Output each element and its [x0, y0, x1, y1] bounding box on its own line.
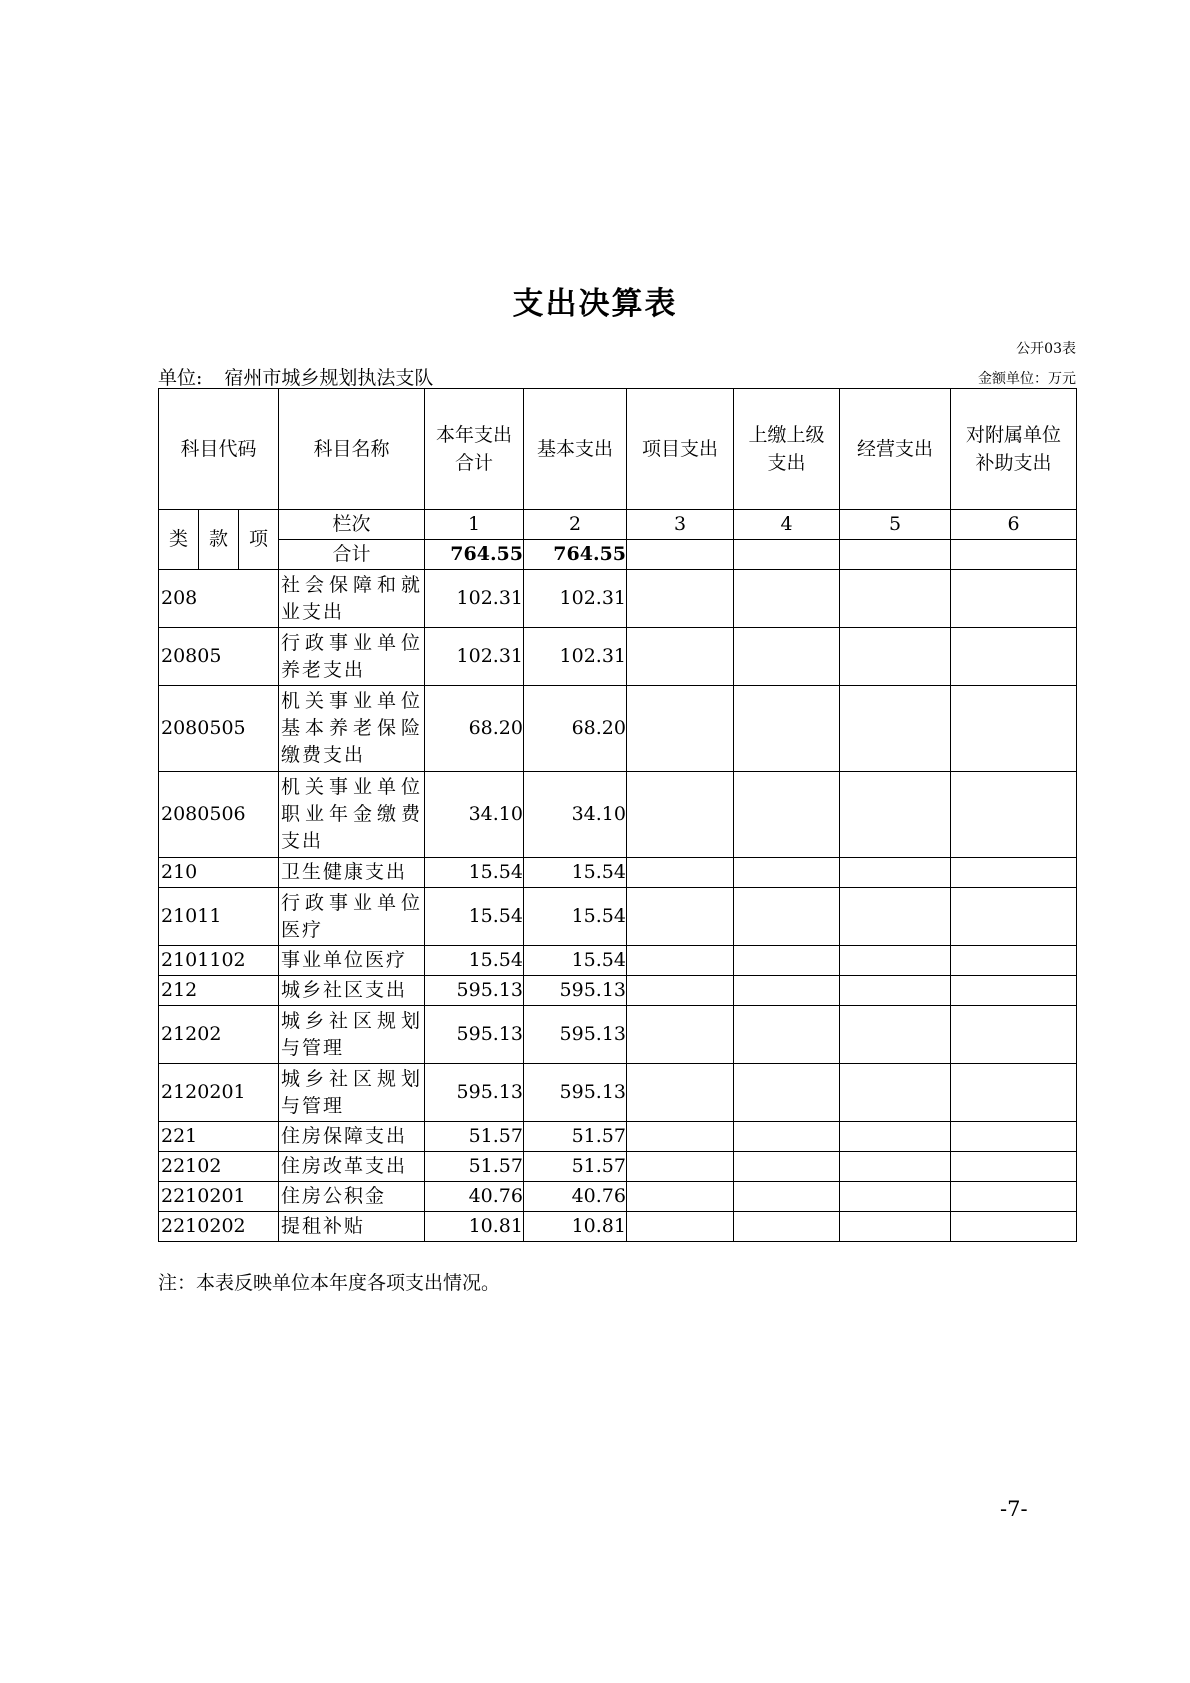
header-col6: 对附属单位 补助支出: [951, 389, 1077, 510]
row-value: [951, 976, 1077, 1006]
row-value: [840, 570, 951, 628]
row-value: [951, 1212, 1077, 1242]
row-value: [627, 946, 734, 976]
page-title: 支出决算表: [512, 286, 678, 322]
total-row: [159, 540, 1077, 570]
row-value: [951, 570, 1077, 628]
row-value: 102.31: [524, 628, 627, 686]
total-label: 合计: [279, 540, 425, 570]
row-value: [627, 1182, 734, 1212]
row-value: [627, 976, 734, 1006]
row-value: [951, 946, 1077, 976]
row-code: 2080506: [159, 772, 279, 858]
row-name: 城乡社区规划与管理: [279, 1006, 425, 1064]
total-value: [734, 540, 840, 570]
table-row: [159, 1122, 1077, 1152]
expenditure-table: [158, 388, 1077, 1242]
unit-label: 单位:: [158, 367, 203, 389]
money-unit: 金额单位：万元: [978, 371, 1076, 387]
form-number: 公开03表: [1016, 341, 1076, 357]
row-value: 595.13: [425, 976, 524, 1006]
row-name: 社会保障和就业支出: [279, 570, 425, 628]
row-value: 595.13: [524, 1006, 627, 1064]
col-num: 2: [524, 510, 627, 540]
header-xiang: 项: [239, 510, 279, 570]
row-value: [627, 858, 734, 888]
row-value: [734, 1152, 840, 1182]
row-value: [734, 1182, 840, 1212]
row-code: 212: [159, 976, 279, 1006]
header-col5: 经营支出: [840, 389, 951, 510]
row-name: 事业单位医疗: [279, 946, 425, 976]
row-value: [734, 1122, 840, 1152]
table-row: [159, 888, 1077, 946]
col-num: 3: [627, 510, 734, 540]
row-value: [627, 686, 734, 772]
row-value: [627, 628, 734, 686]
header-name: 科目名称: [279, 389, 425, 510]
page-number: -7-: [1000, 1497, 1028, 1521]
header-col1: 本年支出 合计: [425, 389, 524, 510]
row-value: [951, 1152, 1077, 1182]
row-code: 2080505: [159, 686, 279, 772]
row-value: [734, 1064, 840, 1122]
col-num: 1: [425, 510, 524, 540]
row-value: [840, 1212, 951, 1242]
row-name: 住房公积金: [279, 1182, 425, 1212]
table-note: 注：本表反映单位本年度各项支出情况。: [158, 1272, 501, 1294]
row-value: [951, 888, 1077, 946]
row-value: [734, 888, 840, 946]
row-value: 51.57: [524, 1122, 627, 1152]
col-num: 6: [951, 510, 1077, 540]
row-value: [840, 976, 951, 1006]
row-value: [627, 1212, 734, 1242]
row-value: [840, 1182, 951, 1212]
row-value: 15.54: [425, 946, 524, 976]
row-name: 机关事业单位基本养老保险缴费支出: [279, 686, 425, 772]
table-row: [159, 1182, 1077, 1212]
row-value: 15.54: [524, 946, 627, 976]
row-value: [627, 1122, 734, 1152]
row-value: [840, 1152, 951, 1182]
row-code: 2210202: [159, 1212, 279, 1242]
unit-line: [158, 363, 433, 390]
row-value: 34.10: [524, 772, 627, 858]
table-row: [159, 686, 1077, 772]
row-code: 221: [159, 1122, 279, 1152]
row-value: [951, 1122, 1077, 1152]
row-value: [734, 1212, 840, 1242]
total-value: [951, 540, 1077, 570]
row-value: 10.81: [524, 1212, 627, 1242]
row-value: 102.31: [425, 570, 524, 628]
row-value: 102.31: [524, 570, 627, 628]
table-row: [159, 1212, 1077, 1242]
row-value: [840, 1006, 951, 1064]
row-value: 51.57: [524, 1152, 627, 1182]
total-value: 764.55: [524, 540, 627, 570]
row-value: [951, 772, 1077, 858]
row-name: 住房改革支出: [279, 1152, 425, 1182]
col-num: 5: [840, 510, 951, 540]
row-value: 68.20: [524, 686, 627, 772]
row-value: [951, 628, 1077, 686]
table-row: [159, 570, 1077, 628]
row-value: 68.20: [425, 686, 524, 772]
row-value: [840, 1064, 951, 1122]
row-value: [627, 1006, 734, 1064]
row-value: 51.57: [425, 1122, 524, 1152]
row-code: 2101102: [159, 946, 279, 976]
row-value: [840, 628, 951, 686]
table-row: [159, 1152, 1077, 1182]
total-value: [840, 540, 951, 570]
row-value: 40.76: [425, 1182, 524, 1212]
header-code: 科目代码: [159, 389, 279, 510]
table-row: [159, 858, 1077, 888]
row-value: 595.13: [425, 1064, 524, 1122]
row-code: 208: [159, 570, 279, 628]
row-name: 住房保障支出: [279, 1122, 425, 1152]
row-value: [734, 686, 840, 772]
row-value: [734, 976, 840, 1006]
header-lei: 类: [159, 510, 199, 570]
row-value: [627, 570, 734, 628]
row-code: 2210201: [159, 1182, 279, 1212]
row-value: [840, 772, 951, 858]
table-row: [159, 976, 1077, 1006]
row-value: [627, 888, 734, 946]
row-code: 22102: [159, 1152, 279, 1182]
table-row: [159, 772, 1077, 858]
row-name: 提租补贴: [279, 1212, 425, 1242]
table-row: [159, 628, 1077, 686]
row-value: 10.81: [425, 1212, 524, 1242]
row-value: 102.31: [425, 628, 524, 686]
row-value: [951, 686, 1077, 772]
row-value: [951, 1182, 1077, 1212]
row-value: [840, 1122, 951, 1152]
lanci-row: [159, 510, 1077, 540]
row-value: [734, 1006, 840, 1064]
row-name: 行政事业单位养老支出: [279, 628, 425, 686]
row-value: [840, 888, 951, 946]
total-value: 764.55: [425, 540, 524, 570]
row-name: 行政事业单位医疗: [279, 888, 425, 946]
row-name: 机关事业单位职业年金缴费支出: [279, 772, 425, 858]
row-code: 210: [159, 858, 279, 888]
row-value: [840, 858, 951, 888]
row-code: 21202: [159, 1006, 279, 1064]
header-kuan: 款: [199, 510, 239, 570]
row-value: [734, 570, 840, 628]
row-code: 2120201: [159, 1064, 279, 1122]
table-row: [159, 946, 1077, 976]
row-value: [627, 1152, 734, 1182]
row-value: [734, 946, 840, 976]
header-col2: 基本支出: [524, 389, 627, 510]
row-value: [951, 858, 1077, 888]
row-code: 20805: [159, 628, 279, 686]
row-value: 34.10: [425, 772, 524, 858]
row-value: [840, 686, 951, 772]
row-value: 51.57: [425, 1152, 524, 1182]
row-value: [734, 628, 840, 686]
row-name: 城乡社区规划与管理: [279, 1064, 425, 1122]
table-row: [159, 1064, 1077, 1122]
header-col4: 上缴上级 支出: [734, 389, 840, 510]
col-num: 4: [734, 510, 840, 540]
row-value: 15.54: [524, 888, 627, 946]
row-value: 15.54: [425, 858, 524, 888]
row-value: [627, 772, 734, 858]
row-value: 40.76: [524, 1182, 627, 1212]
row-value: 595.13: [425, 1006, 524, 1064]
row-value: [951, 1064, 1077, 1122]
row-value: [734, 772, 840, 858]
row-code: 21011: [159, 888, 279, 946]
row-value: 595.13: [524, 1064, 627, 1122]
total-value: [627, 540, 734, 570]
row-value: [627, 1064, 734, 1122]
row-name: 城乡社区支出: [279, 976, 425, 1006]
row-value: 15.54: [524, 858, 627, 888]
row-value: 595.13: [524, 976, 627, 1006]
row-value: [840, 946, 951, 976]
data-rows: [159, 570, 1077, 1242]
row-value: 15.54: [425, 888, 524, 946]
header-row: [159, 389, 1077, 510]
row-value: [951, 1006, 1077, 1064]
header-col3: 项目支出: [627, 389, 734, 510]
row-value: [734, 858, 840, 888]
lanci-label: 栏次: [279, 510, 425, 540]
row-name: 卫生健康支出: [279, 858, 425, 888]
table-row: [159, 1006, 1077, 1064]
unit-value: 宿州市城乡规划执法支队: [224, 367, 434, 389]
